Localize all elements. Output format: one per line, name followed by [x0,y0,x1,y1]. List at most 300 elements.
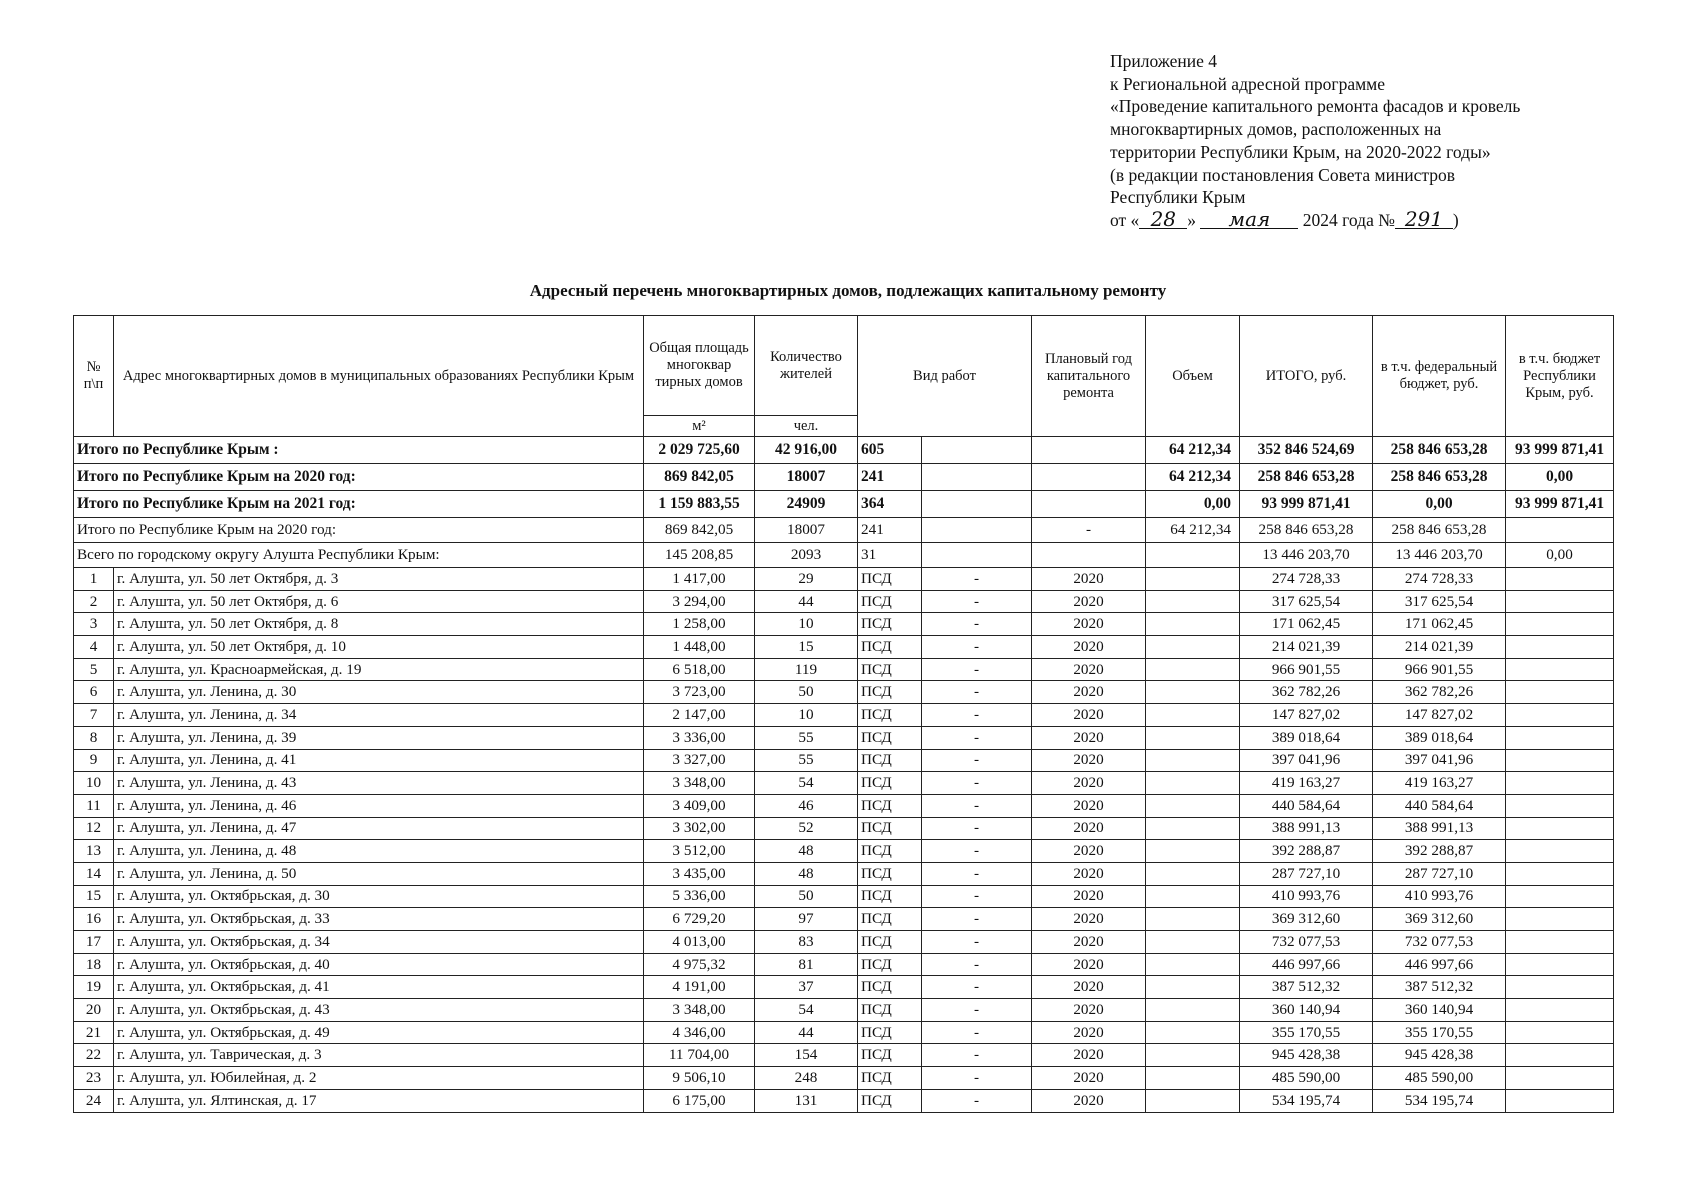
row-total: 392 288,87 [1240,840,1373,863]
row-work-type: ПСД [858,1021,922,1044]
header-federal: в т.ч. федеральный бюджет, руб. [1373,316,1506,437]
total-row [74,437,1614,464]
row-number: 19 [74,976,114,999]
row-volume [1146,1021,1240,1044]
header-residents: Количество жителей [755,316,858,416]
row-total: 945 428,38 [1240,1044,1373,1067]
row-year: 2020 [1032,568,1146,591]
row-work-type: ПСД [858,908,922,931]
row-federal: 392 288,87 [1373,840,1506,863]
row-address: г. Алушта, ул. Ленина, д. 46 [114,794,644,817]
row-residents: 48 [755,862,858,885]
row-regional [1506,931,1614,954]
row-regional [1506,885,1614,908]
row-residents: 83 [755,931,858,954]
row-address: г. Алушта, ул. Ленина, д. 39 [114,726,644,749]
empty-cell [1032,464,1146,491]
row-number: 7 [74,704,114,727]
row-year: 2020 [1032,1044,1146,1067]
table-row [74,794,1614,817]
row-total: 446 997,66 [1240,953,1373,976]
row-area: 6 729,20 [644,908,755,931]
row-work-type: ПСД [858,726,922,749]
row-area: 3 348,00 [644,999,755,1022]
row-volume [1146,953,1240,976]
row-dash: - [922,658,1032,681]
row-area: 2 147,00 [644,704,755,727]
row-volume [1146,1067,1240,1090]
row-number: 9 [74,749,114,772]
header-unit-people: чел. [755,416,858,437]
table-row [74,999,1614,1022]
row-year: 2020 [1032,908,1146,931]
row-address: г. Алушта, ул. 50 лет Октября, д. 8 [114,613,644,636]
header-total: ИТОГО, руб. [1240,316,1373,437]
row-volume [1146,885,1240,908]
total-regional: 93 999 871,41 [1506,491,1614,518]
row-year: 2020 [1032,862,1146,885]
row-total: 485 590,00 [1240,1067,1373,1090]
row-year: 2020 [1032,817,1146,840]
row-work-type: ПСД [858,568,922,591]
date-suffix: ) [1452,209,1459,230]
row-address: г. Алушта, ул. 50 лет Октября, д. 10 [114,636,644,659]
row-dash: - [922,1089,1032,1112]
table-row [74,772,1614,795]
row-year: 2020 [1032,840,1146,863]
row-residents: 54 [755,772,858,795]
row-work-type: ПСД [858,976,922,999]
row-regional [1506,1021,1614,1044]
row-volume [1146,726,1240,749]
row-regional [1506,999,1614,1022]
subtotal-label: Итого по Республике Крым на 2020 год: [74,518,644,543]
row-total: 287 727,10 [1240,862,1373,885]
row-work-type: ПСД [858,749,922,772]
row-residents: 248 [755,1067,858,1090]
subtotal-count: 241 [858,518,922,543]
subtotal-federal: 258 846 653,28 [1373,518,1506,543]
row-federal: 945 428,38 [1373,1044,1506,1067]
empty-cell [922,491,1032,518]
row-work-type: ПСД [858,931,922,954]
row-federal: 360 140,94 [1373,999,1506,1022]
row-number: 10 [74,772,114,795]
row-area: 1 448,00 [644,636,755,659]
row-number: 13 [74,840,114,863]
row-year: 2020 [1032,636,1146,659]
row-year: 2020 [1032,658,1146,681]
row-federal: 214 021,39 [1373,636,1506,659]
row-regional [1506,1089,1614,1112]
row-area: 1 417,00 [644,568,755,591]
empty-cell [1032,491,1146,518]
row-year: 2020 [1032,590,1146,613]
total-sum: 258 846 653,28 [1240,464,1373,491]
appendix-block [1110,50,1520,232]
row-regional [1506,658,1614,681]
row-total: 387 512,32 [1240,976,1373,999]
row-volume [1146,613,1240,636]
row-address: г. Алушта, ул. Ленина, д. 50 [114,862,644,885]
subtotal-volume [1146,543,1240,568]
header-address: Адрес многоквартирных домов в муниципальных образованиях Республики Крым [114,316,644,437]
row-area: 3 327,00 [644,749,755,772]
row-federal: 446 997,66 [1373,953,1506,976]
row-year: 2020 [1032,613,1146,636]
table-row [74,636,1614,659]
row-area: 4 013,00 [644,931,755,954]
total-federal: 0,00 [1373,491,1506,518]
row-number: 5 [74,658,114,681]
row-volume [1146,749,1240,772]
subtotal-row [74,543,1614,568]
subtotal-regional: 0,00 [1506,543,1614,568]
row-year: 2020 [1032,681,1146,704]
row-number: 16 [74,908,114,931]
row-residents: 154 [755,1044,858,1067]
total-count: 241 [858,464,922,491]
row-federal: 732 077,53 [1373,931,1506,954]
row-total: 397 041,96 [1240,749,1373,772]
row-area: 3 723,00 [644,681,755,704]
row-dash: - [922,931,1032,954]
table-row [74,885,1614,908]
row-dash: - [922,976,1032,999]
row-year: 2020 [1032,726,1146,749]
row-area: 3 435,00 [644,862,755,885]
row-address: г. Алушта, ул. Октябрьская, д. 33 [114,908,644,931]
row-regional [1506,976,1614,999]
subtotal-row [74,518,1614,543]
row-work-type: ПСД [858,794,922,817]
row-federal: 966 901,55 [1373,658,1506,681]
row-year: 2020 [1032,1089,1146,1112]
appendix-line: Приложение 4 [1110,51,1218,71]
row-work-type: ПСД [858,999,922,1022]
row-total: 317 625,54 [1240,590,1373,613]
header-work: Вид работ [858,316,1032,437]
header-regional: в т.ч. бюджет Республики Крым, руб. [1506,316,1614,437]
row-year: 2020 [1032,1021,1146,1044]
row-work-type: ПСД [858,681,922,704]
row-work-type: ПСД [858,590,922,613]
subtotal-volume: 64 212,34 [1146,518,1240,543]
row-dash: - [922,999,1032,1022]
row-federal: 388 991,13 [1373,817,1506,840]
row-total: 389 018,64 [1240,726,1373,749]
total-area: 1 159 883,55 [644,491,755,518]
row-address: г. Алушта, ул. Ленина, д. 30 [114,681,644,704]
row-volume [1146,931,1240,954]
row-year: 2020 [1032,1067,1146,1090]
date-prefix: от « [1110,209,1140,230]
appendix-date-line [1110,206,1520,232]
header-year: Плановый год капитального ремонта [1032,316,1146,437]
row-dash: - [922,704,1032,727]
handwritten-doc-number: 291 [1395,210,1453,229]
row-work-type: ПСД [858,840,922,863]
row-number: 18 [74,953,114,976]
row-dash: - [922,590,1032,613]
row-total: 147 827,02 [1240,704,1373,727]
table-row [74,908,1614,931]
row-federal: 147 827,02 [1373,704,1506,727]
row-address: г. Алушта, ул. Ленина, д. 34 [114,704,644,727]
row-year: 2020 [1032,953,1146,976]
row-area: 3 336,00 [644,726,755,749]
date-quote: » [1187,209,1197,230]
row-residents: 131 [755,1089,858,1112]
row-total: 534 195,74 [1240,1089,1373,1112]
row-total: 355 170,55 [1240,1021,1373,1044]
row-area: 3 294,00 [644,590,755,613]
table-row [74,862,1614,885]
row-regional [1506,772,1614,795]
row-work-type: ПСД [858,1044,922,1067]
row-total: 369 312,60 [1240,908,1373,931]
total-sum: 352 846 524,69 [1240,437,1373,464]
row-number: 1 [74,568,114,591]
row-work-type: ПСД [858,817,922,840]
row-number: 17 [74,931,114,954]
table-row [74,681,1614,704]
row-year: 2020 [1032,885,1146,908]
row-total: 732 077,53 [1240,931,1373,954]
row-address: г. Алушта, ул. Октябрьская, д. 40 [114,953,644,976]
total-count: 364 [858,491,922,518]
empty-cell [922,437,1032,464]
table-row [74,1021,1614,1044]
appendix-line: Республики Крым [1110,187,1246,208]
total-federal: 258 846 653,28 [1373,437,1506,464]
row-residents: 55 [755,726,858,749]
row-federal: 389 018,64 [1373,726,1506,749]
row-residents: 54 [755,999,858,1022]
row-work-type: ПСД [858,862,922,885]
row-federal: 355 170,55 [1373,1021,1506,1044]
row-volume [1146,568,1240,591]
row-dash: - [922,636,1032,659]
row-total: 360 140,94 [1240,999,1373,1022]
row-year: 2020 [1032,976,1146,999]
total-residents: 42 916,00 [755,437,858,464]
row-federal: 317 625,54 [1373,590,1506,613]
row-number: 15 [74,885,114,908]
row-volume [1146,704,1240,727]
row-number: 2 [74,590,114,613]
row-residents: 81 [755,953,858,976]
row-residents: 44 [755,590,858,613]
row-work-type: ПСД [858,636,922,659]
row-federal: 171 062,45 [1373,613,1506,636]
empty-cell [922,518,1032,543]
row-number: 22 [74,1044,114,1067]
appendix-line: многоквартирных домов, расположенных на [1110,119,1442,140]
row-work-type: ПСД [858,704,922,727]
row-number: 8 [74,726,114,749]
row-residents: 15 [755,636,858,659]
empty-cell [1032,437,1146,464]
row-number: 20 [74,999,114,1022]
subtotal-federal: 13 446 203,70 [1373,543,1506,568]
row-address: г. Алушта, ул. Юбилейная, д. 2 [114,1067,644,1090]
row-number: 12 [74,817,114,840]
row-address: г. Алушта, ул. Октябрьская, д. 30 [114,885,644,908]
row-dash: - [922,568,1032,591]
subtotal-year: - [1032,518,1146,543]
row-volume [1146,817,1240,840]
total-regional: 93 999 871,41 [1506,437,1614,464]
subtotal-sum: 13 446 203,70 [1240,543,1373,568]
row-area: 4 346,00 [644,1021,755,1044]
row-regional [1506,636,1614,659]
row-regional [1506,840,1614,863]
subtotal-count: 31 [858,543,922,568]
row-federal: 274 728,33 [1373,568,1506,591]
row-number: 21 [74,1021,114,1044]
row-volume [1146,681,1240,704]
row-year: 2020 [1032,931,1146,954]
row-regional [1506,1044,1614,1067]
row-address: г. Алушта, ул. Таврическая, д. 3 [114,1044,644,1067]
row-total: 966 901,55 [1240,658,1373,681]
row-year: 2020 [1032,772,1146,795]
header-num: № п\п [74,316,114,437]
row-area: 6 175,00 [644,1089,755,1112]
subtotal-area: 869 842,05 [644,518,755,543]
row-area: 4 975,32 [644,953,755,976]
subtotal-regional [1506,518,1614,543]
row-address: г. Алушта, ул. Ленина, д. 47 [114,817,644,840]
row-residents: 48 [755,840,858,863]
row-dash: - [922,794,1032,817]
row-area: 9 506,10 [644,1067,755,1090]
row-regional [1506,817,1614,840]
row-dash: - [922,1067,1032,1090]
total-label: Итого по Республике Крым : [74,437,644,464]
row-number: 24 [74,1089,114,1112]
row-work-type: ПСД [858,613,922,636]
total-count: 605 [858,437,922,464]
row-dash: - [922,885,1032,908]
row-total: 440 584,64 [1240,794,1373,817]
row-total: 410 993,76 [1240,885,1373,908]
total-label: Итого по Республике Крым на 2020 год: [74,464,644,491]
total-residents: 18007 [755,464,858,491]
row-residents: 29 [755,568,858,591]
row-regional [1506,953,1614,976]
row-dash: - [922,953,1032,976]
row-volume [1146,772,1240,795]
row-address: г. Алушта, ул. Октябрьская, д. 49 [114,1021,644,1044]
row-dash: - [922,726,1032,749]
row-residents: 37 [755,976,858,999]
total-area: 869 842,05 [644,464,755,491]
row-area: 3 512,00 [644,840,755,863]
row-total: 171 062,45 [1240,613,1373,636]
row-federal: 369 312,60 [1373,908,1506,931]
row-dash: - [922,681,1032,704]
row-volume [1146,908,1240,931]
row-federal: 485 590,00 [1373,1067,1506,1090]
subtotal-area: 145 208,85 [644,543,755,568]
row-federal: 410 993,76 [1373,885,1506,908]
row-address: г. Алушта, ул. Красноармейская, д. 19 [114,658,644,681]
table-row [74,953,1614,976]
total-row [74,491,1614,518]
total-sum: 93 999 871,41 [1240,491,1373,518]
table-row [74,658,1614,681]
row-year: 2020 [1032,704,1146,727]
row-address: г. Алушта, ул. Ленина, д. 41 [114,749,644,772]
row-dash: - [922,749,1032,772]
table-row [74,1089,1614,1112]
row-volume [1146,590,1240,613]
table-row [74,613,1614,636]
row-dash: - [922,772,1032,795]
address-list-table [73,315,1614,1113]
row-area: 11 704,00 [644,1044,755,1067]
row-total: 388 991,13 [1240,817,1373,840]
empty-cell [922,464,1032,491]
row-address: г. Алушта, ул. Октябрьская, д. 34 [114,931,644,954]
row-regional [1506,749,1614,772]
row-dash: - [922,908,1032,931]
appendix-line: к Региональной адресной программе [1110,73,1386,94]
row-dash: - [922,862,1032,885]
row-number: 6 [74,681,114,704]
row-total: 214 021,39 [1240,636,1373,659]
empty-cell [922,543,1032,568]
row-federal: 534 195,74 [1373,1089,1506,1112]
subtotal-label: Всего по городскому округу Алушта Республики Крым: [74,543,644,568]
row-regional [1506,613,1614,636]
row-number: 23 [74,1067,114,1090]
table-row [74,1067,1614,1090]
subtotal-sum: 258 846 653,28 [1240,518,1373,543]
row-residents: 44 [755,1021,858,1044]
row-year: 2020 [1032,794,1146,817]
row-regional [1506,590,1614,613]
row-number: 11 [74,794,114,817]
row-residents: 10 [755,613,858,636]
row-federal: 419 163,27 [1373,772,1506,795]
row-volume [1146,794,1240,817]
row-dash: - [922,840,1032,863]
date-mid: года № [1342,209,1395,230]
row-area: 6 518,00 [644,658,755,681]
total-residents: 24909 [755,491,858,518]
row-residents: 52 [755,817,858,840]
row-total: 274 728,33 [1240,568,1373,591]
row-residents: 10 [755,704,858,727]
appendix-line: «Проведение капитального ремонта фасадов и кровель [1110,96,1521,117]
total-label: Итого по Республике Крым на 2021 год: [74,491,644,518]
row-residents: 119 [755,658,858,681]
row-year: 2020 [1032,749,1146,772]
row-regional [1506,1067,1614,1090]
row-residents: 46 [755,794,858,817]
row-volume [1146,1089,1240,1112]
total-row [74,464,1614,491]
row-volume [1146,840,1240,863]
row-federal: 387 512,32 [1373,976,1506,999]
row-residents: 97 [755,908,858,931]
row-area: 5 336,00 [644,885,755,908]
table-row [74,704,1614,727]
row-work-type: ПСД [858,885,922,908]
